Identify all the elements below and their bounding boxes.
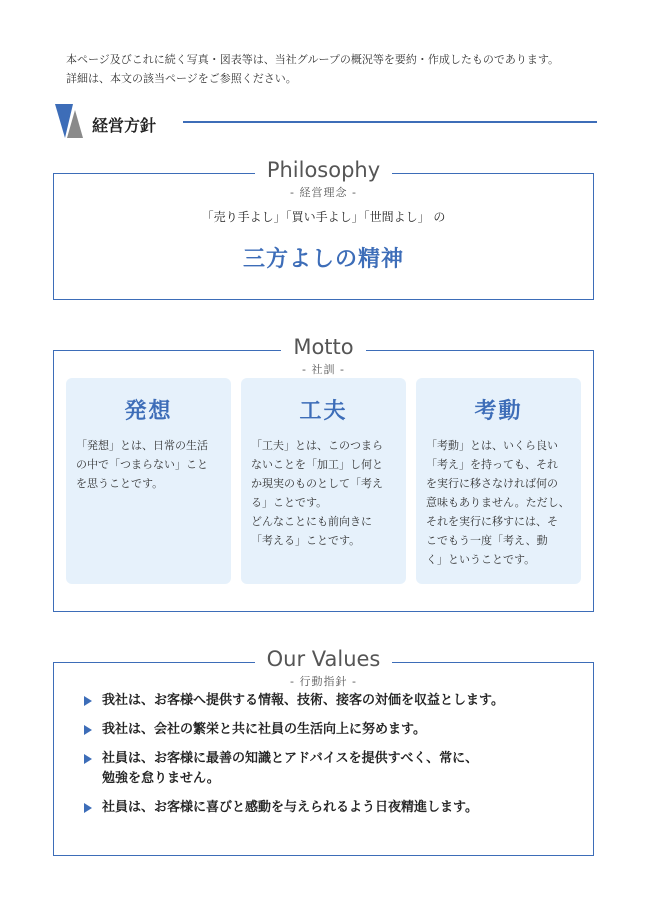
value-text: 社員は、お客様に喜びと感動を与えられるよう日夜精進します。 bbox=[102, 800, 478, 815]
bullet-triangle-icon bbox=[84, 754, 92, 764]
value-text: 我社は、お客様へ提供する情報、技術、接客の対価を収益とします。 bbox=[102, 693, 504, 708]
philosophy-main: 三方よしの精神 bbox=[242, 247, 404, 272]
motto-card-body: 「考動」とは、いくら良い 「考え」を持っても、それ を実行に移さなければ何の 意味もありません。ただし、 それを実行に移すには、そ こでもう一度「考え、動 く」ということです。 bbox=[426, 439, 570, 566]
list-item bbox=[82, 691, 583, 711]
triangle-marker-icon bbox=[55, 104, 85, 138]
motto-card-title: 考動 bbox=[474, 399, 523, 424]
motto-card-kufuu bbox=[241, 378, 406, 584]
philosophy-title: Philosophy bbox=[255, 156, 392, 184]
value-text: 社員は、お客様に最善の知識とアドバイスを提供すべく、常に、 勉強を怠りません。 bbox=[102, 751, 479, 786]
philosophy-subtitle: - 経営理念 - bbox=[290, 186, 357, 199]
bullet-triangle-icon bbox=[84, 725, 92, 735]
intro-line-1: 本ページ及びこれに続く写真・図表等は、当社グループの概況等を要約・作成したものであります。 bbox=[66, 53, 560, 66]
intro-line-2: 詳細は、本文の該当ページをご参照ください。 bbox=[66, 72, 297, 85]
intro-note bbox=[66, 50, 606, 88]
motto-title: Motto bbox=[281, 333, 365, 361]
motto-box bbox=[53, 335, 594, 612]
motto-card-body: 「発想」とは、日常の生活 の中で「つまらない」こと を思うことです。 bbox=[76, 439, 208, 490]
value-text: 我社は、会社の繁栄と共に社員の生活向上に努めます。 bbox=[102, 722, 426, 737]
motto-card-body: 「工夫」とは、このつまら ないことを「加工」し何と か現実のものとして「考え る」ことです。 どんなことにも前向きに 「考える」ことです。 bbox=[251, 439, 383, 547]
values-title: Our Values bbox=[255, 645, 393, 673]
list-item bbox=[82, 720, 583, 740]
values-subtitle: - 行動指針 - bbox=[290, 675, 357, 688]
philosophy-line: 「売り手よし」「買い手よし」「世間よし」 の bbox=[201, 210, 446, 224]
motto-card-koudou bbox=[416, 378, 581, 584]
bullet-triangle-icon bbox=[84, 696, 92, 706]
list-item bbox=[82, 749, 583, 789]
values-list bbox=[82, 691, 583, 827]
list-item bbox=[82, 798, 583, 818]
motto-subtitle: - 社訓 - bbox=[302, 363, 345, 376]
values-box bbox=[53, 647, 594, 856]
heading-divider bbox=[183, 121, 597, 123]
motto-card-title: 工夫 bbox=[299, 399, 348, 424]
motto-card-title: 発想 bbox=[124, 399, 173, 424]
philosophy-box bbox=[53, 158, 594, 300]
section-title: 経営方針 bbox=[92, 116, 157, 135]
section-heading bbox=[55, 104, 597, 140]
bullet-triangle-icon bbox=[84, 803, 92, 813]
motto-card-hassou bbox=[66, 378, 231, 584]
